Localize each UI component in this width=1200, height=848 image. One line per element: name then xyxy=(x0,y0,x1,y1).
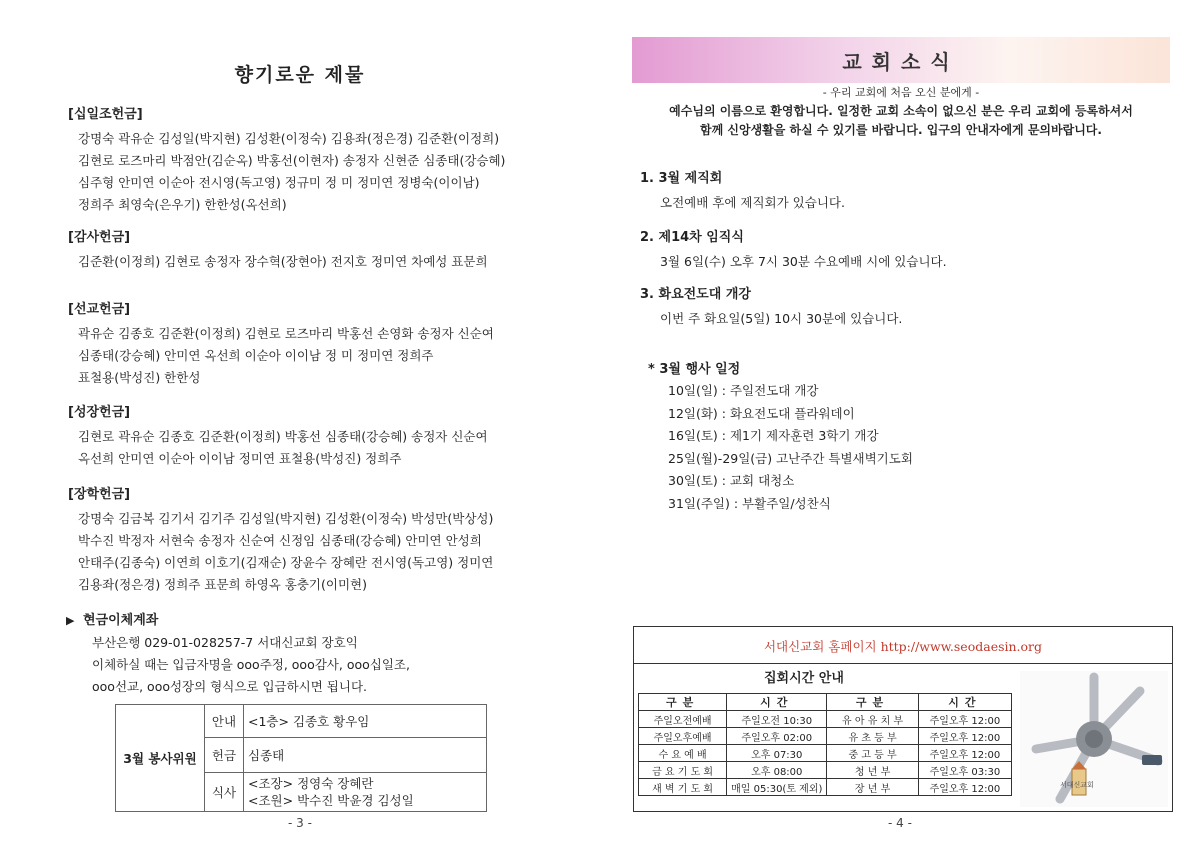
meeting-cell: 새 벽 기 도 회 xyxy=(639,779,727,796)
section-mission xyxy=(68,298,494,389)
meeting-cell: 주일오후 12:00 xyxy=(918,779,1011,796)
section-heading: [장학헌금] xyxy=(68,487,131,502)
news-item-2 xyxy=(640,226,947,270)
meeting-cell: 주일오후 12:00 xyxy=(918,728,1011,745)
meeting-col-header: 시간 xyxy=(918,694,1011,711)
table-row xyxy=(639,779,1012,796)
news-item-body: 3월 6일(수) 오후 7시 30분 수요예배 시에 있습니다. xyxy=(660,254,947,269)
meeting-cell: 주일오전 10:30 xyxy=(727,711,827,728)
donor-line: 김용좌(정은경) 정희주 표문희 하영옥 홍충기(이미현) xyxy=(78,577,367,592)
news-item-body: 오전예배 후에 제직회가 있습니다. xyxy=(660,195,845,210)
donor-line: 표철용(박성진) 한한성 xyxy=(78,370,201,385)
schedule-line: 25일(월)-29일(금) 고난주간 특별새벽기도회 xyxy=(668,450,913,466)
table-row xyxy=(639,728,1012,745)
meeting-cell: 청 년 부 xyxy=(827,762,918,779)
meeting-table xyxy=(638,693,1012,796)
donor-line: 곽유순 김종호 김준환(이정희) 김현로 로즈마리 박홍선 손영화 송정자 신순여 xyxy=(78,326,494,341)
meeting-col-header: 구분 xyxy=(827,694,918,711)
schedule-line: 12일(화) : 화요전도대 플라워데이 xyxy=(668,405,855,421)
account-heading: 현금이체계좌 xyxy=(83,613,159,628)
donor-line: 심종태(강승혜) 안미연 옥선희 이순아 이이남 정 미 정미연 정희주 xyxy=(78,348,434,363)
account-line: 이체하실 때는 입금자명을 ooo주정, ooo감사, ooo십일조, xyxy=(92,657,410,672)
donor-line: 심주형 안미연 이순아 전시영(독고영) 정규미 정 미 정미연 정병숙(이이남) xyxy=(78,175,480,190)
church-info-box xyxy=(633,626,1173,812)
duty-detail: <1층> 김종호 황우임 xyxy=(244,705,487,738)
left-page-title: 향기로운 제물 xyxy=(234,64,366,86)
map-church-label: 서대신교회 xyxy=(1060,781,1094,789)
news-item-1 xyxy=(640,167,845,211)
duty-role: 식사 xyxy=(205,773,244,812)
news-item-heading: 3. 화요전도대 개강 xyxy=(640,287,751,302)
triangle-marker-icon: ▶ xyxy=(66,614,75,627)
section-heading: [감사헌금] xyxy=(68,230,131,245)
section-heading: [성장헌금] xyxy=(68,405,131,420)
meeting-cell: 매일 05:30(토 제외) xyxy=(727,779,827,796)
section-heading: [십일조헌금] xyxy=(68,107,143,122)
schedule-heading: * 3월 행사 일정 xyxy=(648,362,741,377)
section-growth xyxy=(68,401,488,470)
section-scholarship xyxy=(68,483,493,596)
meeting-cell: 오후 07:30 xyxy=(727,745,827,762)
donor-line: 옥선희 안미연 이순아 이이남 정미연 표철용(박성진) 정희주 xyxy=(78,451,402,466)
welcome-line: 함께 신앙생활을 하실 수 있기를 바랍니다. 입구의 안내자에게 문의바랍니다. xyxy=(700,123,1102,137)
schedule-line: 30일(토) : 교회 대청소 xyxy=(668,473,795,488)
section-tithe xyxy=(68,103,505,216)
donor-line: 강명숙 김금복 김기서 김기주 김성일(박지현) 김성환(이정숙) 박성만(박상성) xyxy=(78,511,494,526)
march-schedule xyxy=(648,358,913,515)
welcome-heading: - 우리 교회에 처음 오신 분에게 - xyxy=(822,86,980,99)
schedule-line: 31일(주일) : 부활주일/성찬식 xyxy=(668,495,831,511)
duty-table xyxy=(115,704,487,812)
meeting-cell: 중 고 등 부 xyxy=(827,745,918,762)
donor-line: 박수진 박정자 서현숙 송정자 신순여 신정임 심종태(강승혜) 안미연 안성희 xyxy=(78,533,482,548)
meeting-cell: 오후 08:00 xyxy=(727,762,827,779)
meeting-cell: 주일오후 03:30 xyxy=(918,762,1011,779)
account-info xyxy=(66,609,410,698)
bus-icon xyxy=(1142,755,1162,765)
welcome-text xyxy=(632,102,1170,140)
table-row xyxy=(639,762,1012,779)
account-line: ooo선교, ooo성장의 형식으로 입금하시면 됩니다. xyxy=(92,679,368,694)
meeting-col-header: 시간 xyxy=(727,694,827,711)
news-item-heading: 2. 제14차 임직식 xyxy=(640,230,744,245)
donor-line: 김현로 곽유순 김종호 김준환(이정희) 박홍선 심종태(강승혜) 송정자 신순여 xyxy=(78,429,488,444)
meeting-cell: 주일오후 02:00 xyxy=(727,728,827,745)
meeting-cell: 주일오후 12:00 xyxy=(918,745,1011,762)
duty-label: 3월 봉사위원 xyxy=(116,705,205,812)
donor-line: 안태주(김종숙) 이연희 이호기(김재순) 장윤수 장혜란 전시영(독고영) 정미연 xyxy=(78,555,494,570)
news-item-heading: 1. 3월 제직회 xyxy=(640,171,723,186)
duty-role: 헌금 xyxy=(205,738,244,773)
section-heading: [선교헌금] xyxy=(68,302,131,317)
page-number-right: - 4 - xyxy=(888,816,912,830)
meeting-cell: 금 요 기 도 회 xyxy=(639,762,727,779)
duty-detail: 심종태 xyxy=(244,738,487,773)
homepage-link[interactable]: 서대신교회 홈페이지 http://www.seodaesin.org xyxy=(763,639,1043,654)
donor-line: 강명숙 곽유순 김성일(박지현) 김성환(이정숙) 김용좌(정은경) 김준환(이정희) xyxy=(78,131,500,146)
location-map xyxy=(1020,671,1168,807)
meeting-cell: 주일오후 12:00 xyxy=(918,711,1011,728)
news-banner-title: 교회소식 xyxy=(842,50,960,74)
welcome-line: 예수님의 이름으로 환영합니다. 일정한 교회 소속이 없으신 분은 우리 교회에 등록하셔서 xyxy=(669,104,1133,118)
news-item-3 xyxy=(640,283,902,327)
schedule-line: 10일(일) : 주일전도대 개강 xyxy=(668,383,819,398)
duty-detail: <조장> 정영숙 장혜란 xyxy=(248,776,374,791)
meeting-cell: 장 년 부 xyxy=(827,779,918,796)
meeting-cell: 유 아 유 치 부 xyxy=(827,711,918,728)
meeting-cell: 유 초 등 부 xyxy=(827,728,918,745)
duty-role: 안내 xyxy=(205,705,244,738)
meeting-cell: 주일오전예배 xyxy=(639,711,727,728)
account-line: 부산은행 029-01-028257-7 서대신교회 장호익 xyxy=(92,635,358,650)
meeting-title: 집회시간 안내 xyxy=(764,671,844,686)
schedule-line: 16일(토) : 제1기 제자훈련 3학기 개강 xyxy=(668,428,879,443)
donor-line: 김현로 로즈마리 박점안(김순옥) 박홍선(이현자) 송정자 신현준 심종태(강승혜) xyxy=(78,153,506,168)
duty-detail: <조원> 박수진 박윤경 김성일 xyxy=(248,793,414,808)
page-number-left: - 3 - xyxy=(288,816,312,830)
donor-line: 김준환(이정희) 김현로 송정자 장수혁(장현아) 전지호 정미연 차예성 표문희 xyxy=(78,254,488,269)
section-thanks xyxy=(68,226,488,273)
table-row xyxy=(639,745,1012,762)
news-item-body: 이번 주 화요일(5일) 10시 30분에 있습니다. xyxy=(660,311,903,326)
meeting-cell: 주일오후예배 xyxy=(639,728,727,745)
donor-line: 정희주 최영숙(은우기) 한한성(옥선희) xyxy=(78,197,287,212)
meeting-col-header: 구분 xyxy=(639,694,727,711)
table-row xyxy=(639,711,1012,728)
meeting-cell: 수 요 예 배 xyxy=(639,745,727,762)
